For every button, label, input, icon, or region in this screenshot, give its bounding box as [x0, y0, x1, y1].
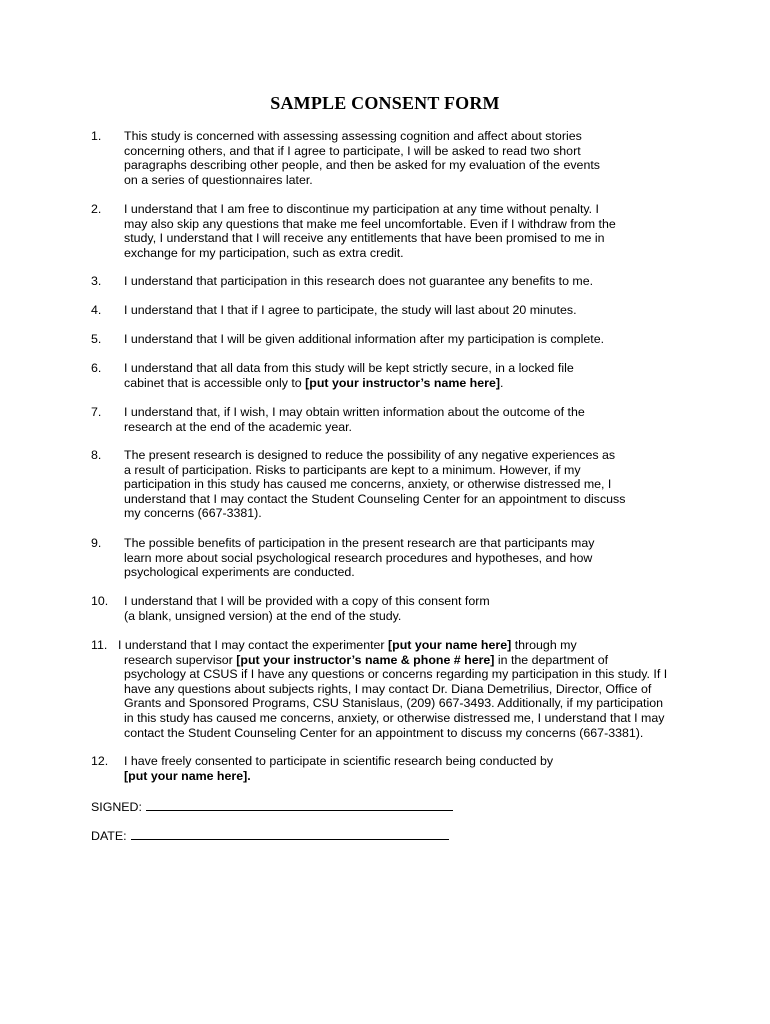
item-line: I understand that all data from this study will be kept strictly secure, in a locked file	[124, 361, 574, 375]
participant-name-placeholder: [put your name here].	[124, 768, 251, 783]
item-line: The possible benefits of participation in the present research are that participants may	[124, 536, 595, 550]
item-text: .	[499, 375, 504, 390]
item-number: 11.	[91, 638, 108, 652]
item-line: paragraphs describing other people, and then be asked for my evaluation of the events	[124, 158, 600, 173]
item-line: I understand that, if I wish, I may obtain written information about the outcome of the	[124, 405, 585, 419]
instructor-name-placeholder: [put your instructor’s name here]	[305, 375, 500, 390]
item-line: Grants and Sponsored Programs, CSU Stanislaus, (209) 667-3493. Additionally, if my participation	[124, 696, 664, 711]
item-line: (a blank, unsigned version) at the end of the study.	[124, 608, 402, 623]
item-line: I have freely consented to participate in scientific research being conducted by	[124, 754, 554, 768]
item-number: 2.	[91, 202, 102, 216]
item-text: I understand that I may contact the experimenter	[118, 638, 388, 652]
list-item	[91, 361, 691, 390]
item-number: 8.	[91, 448, 102, 462]
item-line: exchange for my participation, such as extra credit.	[124, 245, 404, 260]
item-line: may also skip any questions that make me feel uncomfortable. Even if I withdraw from the	[124, 216, 616, 231]
item-number: 10.	[91, 594, 109, 608]
list-item	[91, 536, 691, 580]
item-line: participation in this study has caused me concerns, anxiety, or otherwise distressed me, I	[124, 477, 612, 492]
list-item	[91, 332, 691, 347]
item-line: psychology at CSUS if I have any questions or concerns regarding my participation in this study. If I	[124, 667, 668, 682]
item-line: learn more about social psychological research procedures and hypotheses, and how	[124, 550, 593, 565]
list-item	[91, 405, 691, 434]
supervisor-placeholder: [put your instructor’s name & phone # here]	[236, 652, 495, 667]
item-text: through my	[511, 638, 577, 652]
item-line: my concerns (667-3381).	[124, 506, 262, 521]
date-row	[91, 827, 449, 844]
signature-row	[91, 798, 453, 815]
item-line: I understand that I will be provided with a copy of this consent form	[124, 594, 490, 608]
item-number: 1.	[91, 129, 102, 143]
list-item	[91, 274, 691, 289]
item-line: in this study has caused me concerns, anxiety, or otherwise distressed me, I understand that I may	[124, 710, 665, 725]
item-number: 9.	[91, 536, 102, 550]
list-item	[91, 754, 691, 783]
item-line: understand that I may contact the Student Counseling Center for an appointment to discuss	[124, 491, 626, 506]
item-line	[124, 653, 691, 668]
date-label: DATE:	[91, 829, 127, 843]
item-line: I understand that I that if I agree to participate, the study will last about 20 minutes.	[124, 303, 577, 317]
item-line: have any questions about subjects rights, I may contact Dr. Diana Demetrilius, Director, Office of	[124, 681, 652, 696]
item-line	[124, 376, 691, 391]
date-line[interactable]	[131, 827, 449, 840]
item-line: concerning others, and that if I agree to participate, I will be asked to read two short	[124, 143, 581, 158]
signed-label: SIGNED:	[91, 800, 142, 814]
list-item	[91, 448, 691, 521]
experimenter-name-placeholder: [put your name here]	[388, 638, 512, 652]
item-number: 3.	[91, 274, 102, 288]
item-number: 5.	[91, 332, 102, 346]
item-text: research supervisor	[124, 652, 237, 667]
item-number: 6.	[91, 361, 102, 375]
list-item	[91, 638, 691, 740]
item-line: study, I understand that I will receive any entitlements that have been promised to me in	[124, 231, 605, 246]
list-item	[91, 303, 691, 318]
item-line: I understand that I will be given additional information after my participation is complete.	[124, 332, 605, 346]
item-number: 12.	[91, 754, 109, 768]
item-line: I understand that I am free to discontinue my participation at any time without penalty. I	[124, 202, 600, 216]
item-number: 4.	[91, 303, 102, 317]
list-item	[91, 202, 691, 260]
item-line: This study is concerned with assessing assessing cognition and affect about stories	[124, 129, 582, 143]
item-line: contact the Student Counseling Center for an appointment to discuss my concerns (667-3381).	[124, 725, 644, 740]
item-line: research at the end of the academic year.	[124, 419, 352, 434]
list-item	[91, 129, 691, 187]
item-line: psychological experiments are conducted.	[124, 565, 355, 580]
page-title: SAMPLE CONSENT FORM	[270, 93, 500, 113]
item-text: cabinet that is accessible only to	[124, 375, 306, 390]
item-number: 7.	[91, 405, 102, 419]
item-line	[118, 638, 691, 653]
item-line: on a series of questionnaires later.	[124, 172, 313, 187]
signature-line[interactable]	[146, 798, 453, 811]
item-text: in the department of	[494, 652, 609, 667]
item-line: I understand that participation in this research does not guarantee any benefits to me.	[124, 274, 594, 288]
list-item	[91, 594, 691, 623]
item-line: The present research is designed to reduce the possibility of any negative experiences as	[124, 448, 616, 462]
item-line: a result of participation. Risks to participants are kept to a minimum. However, if my	[124, 462, 581, 477]
